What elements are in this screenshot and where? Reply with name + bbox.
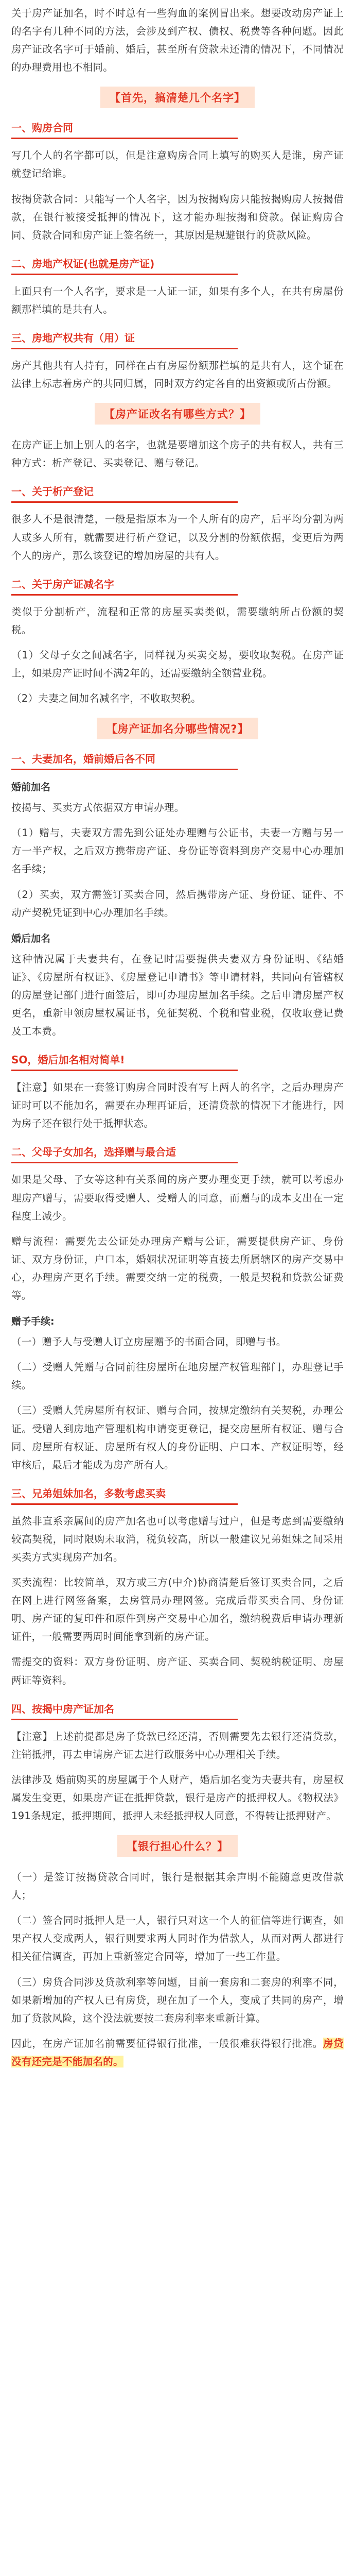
paragraph: （一）赠予人与受赠人订立房屋赠予的书面合同，即赠与书。 bbox=[11, 1336, 287, 1348]
highlighted-conclusion: 房贷没有还完是不能加名的。 bbox=[11, 2037, 344, 2067]
heading-co-ownership-certificate: 三、房地产权共有（用）证 bbox=[11, 332, 135, 345]
paragraph: 赠与流程：需要先去公证处办理房产赠与公证，需要提供房产证、身份证、双方身份证，户口本，婚姻状况证明等直接去所属辖区的房产交易中心，办理房产更名手续。需要交纳一定的税费，一般是契税和贷款公证费等。 bbox=[11, 1235, 344, 1302]
heading-siblings: 三、兄弟姐妹加名，多数考虑买卖 bbox=[11, 1487, 166, 1500]
paragraph: （二）签合同时抵押人是一人，银行只对这一个人的征信等进行调查，如果产权人变成两人，银行则要求两人同时作为借款人，从而对两人都进行相关征信调查，再加上重新签定合同等，增加了一些工作量。 bbox=[11, 1914, 344, 1963]
heading-underline bbox=[11, 274, 238, 275]
paragraph: 法律涉及 婚前购买的房屋属于个人财产，婚后加名变为夫妻共有，房屋权属发生变更，如果房产证在抵押贷款，银行是房产的抵押权人。《物权法》191条规定，抵押期间，抵押人未经抵押权人同意，不得转让抵押财产。 bbox=[11, 1773, 344, 1822]
paragraph: 类似于分割析产，流程和正常的房屋买卖类似，需要缴纳所占份额的契税。 bbox=[11, 605, 344, 636]
intro-paragraph: 关于房产证加名，时不时总有一些狗血的案例冒出来。想要改动房产证上的名字有几种不同的方法，会涉及到产权、债权、税费等各种问题。因此房产证改名字可于婚前、婚后，甚至所有贷款未还清的情况下，不同情况的办理费用也不相同。 bbox=[11, 7, 344, 74]
conclusion-paragraph bbox=[11, 2035, 344, 2071]
heading-underline bbox=[11, 1503, 238, 1505]
section-banner-3 bbox=[11, 718, 344, 739]
heading-underline bbox=[11, 594, 238, 596]
paragraph: 如果是父母、子女等这种有关系间的房产要办理变更手续，就可以考虑办理房产赠与，需要取得受赠人、受赠人的同意，而赠与的成本支出在一定程度上减少。 bbox=[11, 1174, 344, 1222]
paragraph: 虽然非直系亲属间的房产加名也可以考虑赠与过户，但是考虑到需要缴纳较高契税，同时限购未取消，税负较高，所以一般建议兄弟姐妹之间采用买卖方式实现房产加名。 bbox=[11, 1515, 344, 1563]
heading-remove-name: 二、关于房产证减名字 bbox=[11, 578, 114, 590]
section-banner-4 bbox=[11, 1835, 344, 1857]
heading-underline bbox=[11, 348, 238, 349]
heading-underline bbox=[11, 1719, 238, 1720]
section-title: 【首先，搞清楚几个名字】 bbox=[100, 87, 255, 108]
subheading-premarital: 婚前加名 bbox=[11, 782, 51, 793]
heading-postmarital-simple: SO，婚后加名相对简单! bbox=[11, 1054, 125, 1066]
heading-underline bbox=[11, 769, 238, 770]
conclusion-text: 因此，在房产证加名前需要征得银行批准，一般很难获得银行批准。 bbox=[11, 2037, 323, 2049]
paragraph: （三）受赠人凭房屋所有权证、赠与合同，按规定缴纳有关契税，办理公证。受赠人到房地产管理机构申请变更登记，提交房屋所有权证、赠与合同、房屋所有权证、房屋所有权人的身份证明、户口本、产权证明等，经审核后，最后才能成为房产所有人。 bbox=[11, 1404, 344, 1471]
heading-parent-child: 二、父母子女加名，选择赠与最合适 bbox=[11, 1146, 176, 1159]
paragraph: 在房产证上加上别人的名字，也就是要增加这个房子的共有权人，共有三种方式：析产登记、买卖登记、赠与登记。 bbox=[11, 439, 344, 469]
paragraph: （二）受赠人凭赠与合同前往房屋所在地房屋产权管理部门，办理登记手续。 bbox=[11, 1361, 344, 1392]
heading-underline bbox=[11, 1070, 238, 1071]
paragraph: 需提交的资料：双方身份证明、房产证、买卖合同、契税纳税证明、房屋两证等资料。 bbox=[11, 1656, 344, 1686]
paragraph: 按揭贷款合同：只能写一个人名字，因为按揭购房只能按揭购房人按揭借款，在银行被接受抵押的情况下，这才能办理按揭和贷款。保证购房合同、贷款合同和房产证上签名统一，其原因是规避银行的贷款风险。 bbox=[11, 193, 344, 241]
paragraph: 这种情况属于夫妻共有，在登记时需要提供夫妻双方身份证明、《结婚证》、《房屋所有权证》、《房屋登记申请书》等申请材料，共同向有管辖权的房屋登记部门进行面签后，即可办理房屋加名手续。之后申请房屋产权更名，重新申领房屋权属证书，免征契税、个税和营业税，仅收取登记费及工本费。 bbox=[11, 953, 344, 1038]
paragraph-note: 【注意】上述前提都是房子贷款已经还清，否则需要先去银行还清贷款，注销抵押，再去申请房产证去进行政服务中心办理相关手续。 bbox=[11, 1730, 344, 1760]
paragraph: （2）买卖，双方需签订买卖合同，然后携带房产证、身份证、证件、不动产契税凭证到中心办理加名手续。 bbox=[11, 888, 344, 919]
heading-purchase-contract: 一、购房合同 bbox=[11, 122, 73, 134]
paragraph: 很多人不是很清楚，一般是指原本为一个人所有的房产，后平均分割为两人或多人所有，就需要进行析产登记，以及分割的份额依据，变更后为两个人的房产，那么该登记的增加房屋的共有人。 bbox=[11, 513, 344, 562]
paragraph: （一）是签订按揭贷款合同时，银行是根据其余声明不能随意更改借款人； bbox=[11, 1871, 344, 1902]
paragraph: （1）赠与，夫妻双方需先到公证处办理赠与公证书，夫妻一方赠与另一方一半产权，之后双方携带房产证、身份证等资料到房产交易中心办理加名手续； bbox=[11, 827, 344, 875]
paragraph: （三）房贷合同涉及贷款利率等问题，目前一套房和二套房的利率不同，如果新增加的产权人已有房贷，现在加了一个人，变成了共同的房产，增加了贷款风险，这个没法就要按二套房利率来重新计算。 bbox=[11, 1976, 344, 2024]
paragraph: 房产其他共有人持有，同样在占有房屋份额那栏填的是共有人，这个证在法律上标志着房产的共同归属，同时双方约定各自的出资额或所占份额。 bbox=[11, 360, 344, 390]
heading-mortgage: 四、按揭中房产证加名 bbox=[11, 1702, 114, 1715]
paragraph: （2）夫妻之间加名减名字，不收取契税。 bbox=[11, 692, 202, 705]
subheading-gift-procedure: 赠予手续: bbox=[11, 1316, 55, 1328]
section-title: 【银行担心什么？】 bbox=[117, 1835, 238, 1857]
section-title: 【房产证加名分哪些情况?】 bbox=[97, 718, 258, 739]
paragraph: 按揭与、买卖方式依据双方申请办理。 bbox=[11, 802, 185, 814]
section-banner-2 bbox=[11, 403, 344, 425]
heading-underline bbox=[11, 138, 238, 139]
paragraph: 上面只有一个人名字，要求是一人证一证，如果有多个人，在共有房屋份额那栏填的是共有人。 bbox=[11, 285, 344, 315]
paragraph: 买卖流程：比较简单，双方或三方(中介)协商清楚后签订买卖合同，之后在网上进行网签备案，去房管局办理网签。完成后带买卖合同、身份证明、房产证的复印件和原件到房产交易中心加名，缴纳税费后申请办理新证件，一般需要两周时间能拿到新的房产证。 bbox=[11, 1577, 344, 1643]
section-title: 【房产证改名有哪些方式？】 bbox=[95, 403, 260, 425]
heading-property-certificate: 二、房地产权证(也就是房产证) bbox=[11, 257, 155, 270]
subheading-postmarital: 婚后加名 bbox=[11, 933, 51, 944]
heading-partition-registration: 一、关于析产登记 bbox=[11, 485, 94, 498]
paragraph: 写几个人的名字都可以，但是注意购房合同上填写的购买人是谁，房产证就登记给谁。 bbox=[11, 149, 344, 180]
paragraph: （1）父母子女之间减名字，同样视为买卖交易，要收取契税。在房产证上，如果房产证时间不满2年的，还需要缴纳全额营业税。 bbox=[11, 649, 344, 679]
section-banner-1 bbox=[11, 87, 344, 108]
heading-underline bbox=[11, 501, 238, 503]
heading-spouse-add-name: 一、夫妻加名，婚前婚后各不同 bbox=[11, 753, 155, 766]
paragraph-note: 【注意】如果在一套签订购房合同时没有写上两人的名字，之后办理房产证时可以不能加名，需要在办理再证后，还清贷款的情况下才能进行，因为房子还在银行处于抵押状态。 bbox=[11, 1081, 344, 1130]
heading-underline bbox=[11, 1162, 238, 1163]
